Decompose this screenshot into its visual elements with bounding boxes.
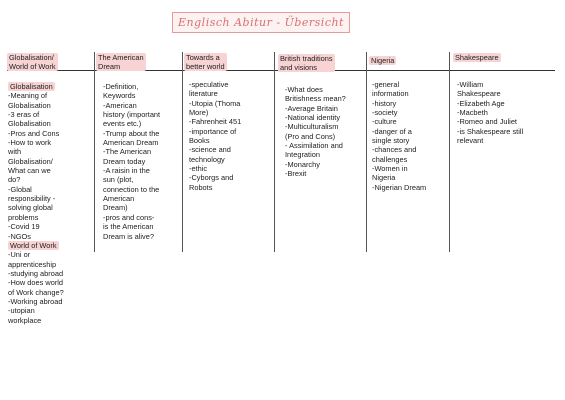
list-item: connection to the bbox=[103, 184, 160, 194]
list-item: Shakespeare bbox=[457, 89, 501, 99]
list-item: -general bbox=[372, 80, 400, 89]
list-item: -Cyborgs and bbox=[189, 173, 234, 183]
column-shakespeare bbox=[457, 80, 523, 145]
header-line: World of Work bbox=[9, 62, 56, 71]
list-item: -utopian bbox=[8, 306, 35, 316]
list-item: with bbox=[8, 147, 22, 157]
header-american-dream bbox=[96, 53, 146, 71]
list-item: -society bbox=[372, 108, 398, 118]
section-title-globalisation: Globalisation bbox=[10, 82, 53, 91]
list-item: -Trump about the bbox=[103, 128, 160, 138]
list-item: -danger of a bbox=[372, 126, 412, 136]
list-item: -pros and cons- bbox=[103, 212, 155, 222]
header-line: Towards a bbox=[186, 53, 220, 62]
list-item: -Average Britain bbox=[285, 103, 338, 113]
list-item: Keywords bbox=[103, 91, 136, 101]
list-item: history (important bbox=[103, 110, 161, 120]
list-item: -William bbox=[457, 80, 484, 89]
list-item: -Romeo and Juliet bbox=[457, 117, 517, 127]
list-item: Dream is alive? bbox=[103, 231, 154, 241]
list-item: -importance of bbox=[189, 126, 237, 136]
header-line: The American bbox=[98, 53, 144, 62]
list-item: American Dream bbox=[103, 138, 159, 148]
list-item: -Definition, bbox=[103, 82, 139, 91]
list-item: -What does bbox=[285, 85, 323, 94]
list-item: Britishness mean? bbox=[285, 94, 346, 104]
list-item: -speculative bbox=[189, 80, 229, 89]
list-item: -Working abroad bbox=[8, 296, 63, 306]
list-item: -Women in bbox=[372, 164, 408, 174]
list-item: -Pros and Cons bbox=[8, 128, 60, 138]
list-item: -How does world bbox=[8, 278, 64, 288]
list-item: solving global bbox=[8, 203, 53, 213]
list-item: -The American bbox=[103, 147, 152, 157]
list-item: -Monarchy bbox=[285, 159, 320, 169]
column-divider-3 bbox=[274, 52, 275, 252]
list-item: -NGOs bbox=[8, 231, 31, 241]
list-item: -Covid 19 bbox=[8, 222, 40, 232]
list-item: information bbox=[372, 89, 409, 99]
header-line: British traditions bbox=[280, 54, 333, 63]
list-item: - Assimilation and bbox=[285, 141, 343, 151]
list-item: -Nigerian Dream bbox=[372, 182, 427, 192]
list-item: -National identity bbox=[285, 113, 341, 123]
list-item: (Pro and Cons) bbox=[285, 131, 336, 141]
list-item: Robots bbox=[189, 182, 213, 192]
list-item: Books bbox=[189, 136, 210, 146]
list-item: Globalisation/ bbox=[8, 156, 53, 166]
column-globalisation bbox=[8, 82, 64, 325]
column-american-dream bbox=[103, 82, 160, 241]
list-item: Globalisation bbox=[8, 100, 51, 110]
column-nigeria bbox=[372, 80, 426, 192]
list-item: Dream today bbox=[103, 156, 146, 166]
header-line: Dream bbox=[98, 62, 121, 71]
list-item: do? bbox=[8, 175, 21, 185]
list-item: -studying abroad bbox=[8, 268, 64, 278]
list-item: -American bbox=[103, 100, 137, 110]
list-item: Dream) bbox=[103, 203, 128, 213]
column-better-world bbox=[189, 80, 241, 192]
list-item: -Multiculturalism bbox=[285, 122, 339, 132]
header-globalisation bbox=[7, 53, 58, 71]
list-item: -Global bbox=[8, 184, 32, 194]
page-title: Englisch Abitur - Übersicht bbox=[172, 12, 350, 33]
list-item: sun (plot, bbox=[103, 175, 134, 185]
list-item: -3 eras of bbox=[8, 110, 40, 120]
list-item: What can we bbox=[8, 166, 51, 176]
list-item: -A raisin in the bbox=[103, 166, 150, 176]
header-line: better world bbox=[186, 62, 225, 71]
header-nigeria: Nigeria bbox=[371, 56, 395, 65]
column-divider-4 bbox=[366, 52, 367, 252]
list-item: is the American bbox=[103, 222, 154, 232]
list-item: Integration bbox=[285, 150, 320, 160]
list-item: responsibility - bbox=[8, 194, 56, 204]
column-divider-2 bbox=[182, 52, 183, 252]
list-item: -culture bbox=[372, 117, 397, 127]
header-line: Globalisation/ bbox=[9, 53, 54, 62]
list-item: More) bbox=[189, 108, 209, 118]
list-item: problems bbox=[8, 212, 39, 222]
list-item: -Brexit bbox=[285, 169, 307, 179]
list-item: -history bbox=[372, 98, 397, 108]
list-item: relevant bbox=[457, 136, 484, 146]
list-item: -Meaning of bbox=[8, 91, 48, 101]
list-item: -science and bbox=[189, 145, 231, 155]
list-item: -Macbeth bbox=[457, 108, 488, 118]
list-item: literature bbox=[189, 89, 218, 99]
list-item: -How to work bbox=[8, 138, 52, 148]
list-item: Globalisation bbox=[8, 119, 51, 129]
list-item: -Uni or bbox=[8, 250, 31, 260]
header-british-traditions bbox=[278, 54, 335, 72]
list-item: American bbox=[103, 194, 135, 204]
list-item: Nigeria bbox=[372, 173, 396, 183]
column-divider-5 bbox=[449, 52, 450, 252]
list-item: technology bbox=[189, 154, 225, 164]
list-item: challenges bbox=[372, 154, 408, 164]
list-item: -Fahrenheit 451 bbox=[189, 117, 242, 127]
list-item: apprenticeship bbox=[8, 259, 57, 269]
list-item: -ethic bbox=[189, 164, 208, 174]
list-item: single story bbox=[372, 136, 410, 146]
list-item: -Elizabeth Age bbox=[457, 98, 505, 108]
header-line: and visions bbox=[280, 63, 317, 72]
column-british-traditions bbox=[285, 85, 346, 178]
list-item: -is Shakespeare still bbox=[457, 126, 524, 136]
list-item: events etc.) bbox=[103, 119, 142, 129]
list-item: workplace bbox=[8, 315, 42, 325]
column-divider-1 bbox=[94, 52, 95, 252]
list-item: -chances and bbox=[372, 145, 417, 155]
section-title-world-of-work: World of Work bbox=[10, 240, 57, 250]
header-better-world bbox=[184, 53, 227, 71]
list-item: -Utopia (Thoma bbox=[189, 98, 241, 108]
list-item: of Work change? bbox=[8, 287, 64, 297]
header-shakespeare: Shakespeare bbox=[455, 53, 499, 62]
